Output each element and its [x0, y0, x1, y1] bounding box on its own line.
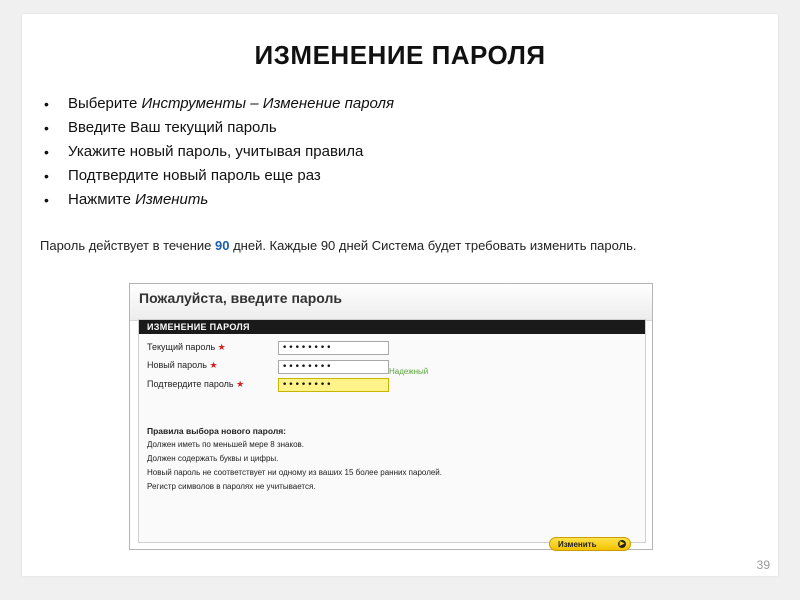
- screenshot-title: Пожалуйста, введите пароль: [139, 290, 342, 306]
- change-password-form: [138, 319, 646, 543]
- password-rules: [147, 424, 442, 494]
- form-panel-title: ИЗМЕНЕНИЕ ПАРОЛЯ: [139, 320, 645, 334]
- page-number: 39: [756, 558, 770, 572]
- instruction-item: • Выберите Инструменты – Изменение пароля: [44, 92, 394, 116]
- required-star-icon: ★: [217, 342, 226, 352]
- password-strength: Надежный: [389, 367, 429, 376]
- slide: [22, 14, 778, 576]
- rule-item: Должен содержать буквы и цифры.: [147, 454, 279, 463]
- rules-title: Правила выбора нового пароля:: [147, 426, 287, 436]
- rule-item: Новый пароль не соответствует ни одному из ваших 15 более ранних паролей.: [147, 468, 442, 477]
- confirm-password-input[interactable]: [278, 378, 389, 392]
- instruction-item: • Введите Ваш текущий пароль: [44, 116, 394, 140]
- new-password-label: Новый пароль ★: [147, 360, 218, 370]
- rule-item: Должен иметь по меньшей мере 8 знаков.: [147, 440, 304, 449]
- instruction-list: [44, 92, 394, 212]
- instruction-item: • Подтвердите новый пароль еще раз: [44, 164, 394, 188]
- required-star-icon: ★: [236, 379, 245, 389]
- arrow-right-icon: ▶: [619, 541, 625, 547]
- rule-item: Регистр символов в паролях не учитывается.: [147, 482, 316, 491]
- new-password-input[interactable]: [278, 360, 389, 374]
- current-password-label: Текущий пароль ★: [147, 342, 226, 352]
- change-password-button[interactable]: Изменить ▶: [549, 537, 631, 551]
- slide-title: ИЗМЕНЕНИЕ ПАРОЛЯ: [254, 40, 546, 70]
- instruction-item: • Укажите новый пароль, учитывая правила: [44, 140, 394, 164]
- current-password-input[interactable]: [278, 341, 389, 355]
- required-star-icon: ★: [209, 360, 218, 370]
- password-validity-note: Пароль действует в течение 90 дней. Каждые 90 дней Система будет требовать изменить пароль.: [40, 238, 637, 253]
- confirm-password-label: Подтвердите пароль ★: [147, 379, 245, 389]
- instruction-item: • Нажмите Изменить: [44, 188, 394, 212]
- change-password-screenshot: [129, 283, 653, 550]
- validity-days: 90: [215, 238, 230, 253]
